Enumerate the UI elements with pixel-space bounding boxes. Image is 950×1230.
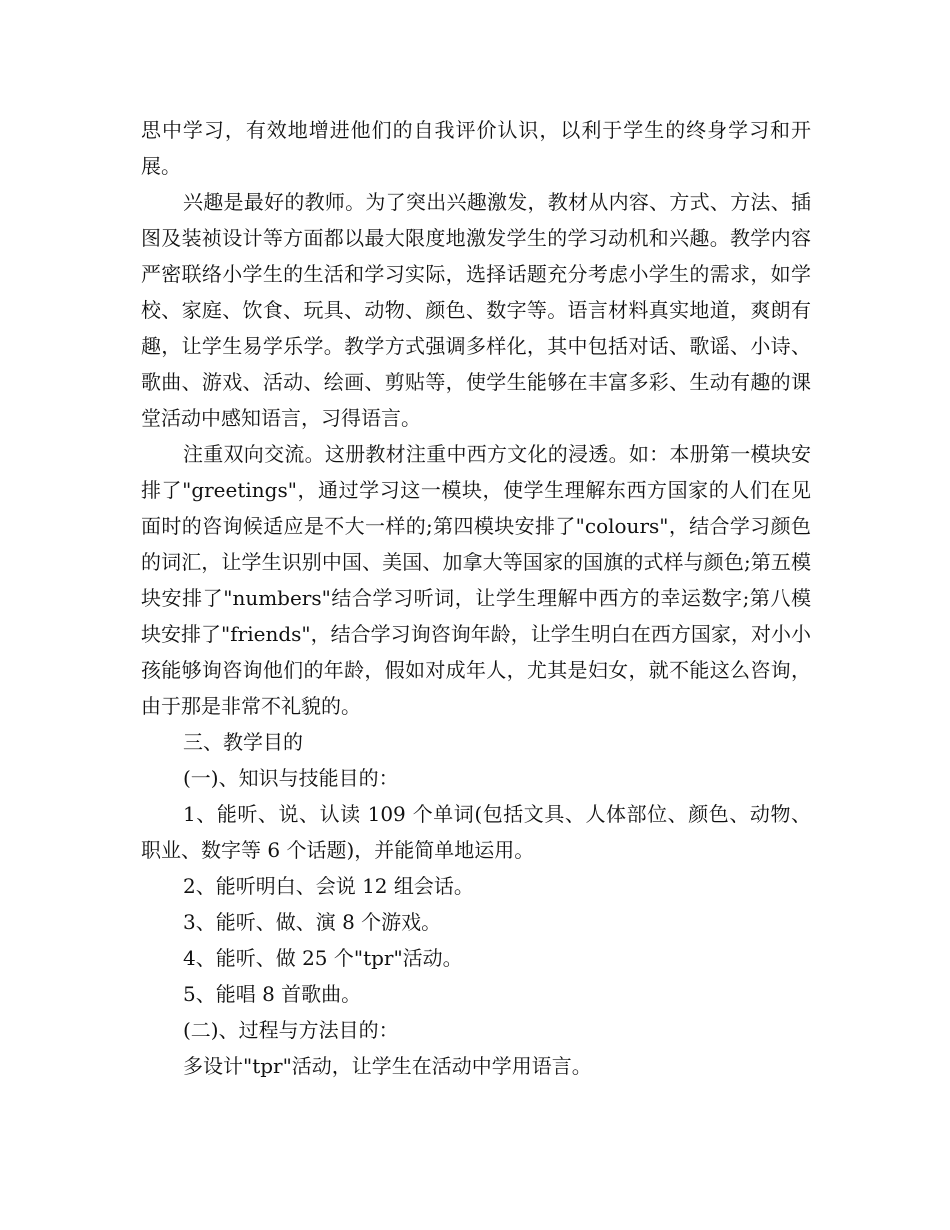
paragraph-tpr: 多设计"tpr"活动，让学生在活动中学用语言。 xyxy=(183,1054,592,1078)
document-body xyxy=(141,112,811,1084)
goal-item-1: 1、能听、说、认读 109 个单词(包括文具、人体部位、颜色、动物、职业、数字等 6 个话题)，并能简单地运用。 xyxy=(141,802,811,862)
goal-item-4: 4、能听、做 25 个"tpr"活动。 xyxy=(183,946,463,970)
goal-item-2: 2、能听明白、会说 12 组会话。 xyxy=(183,874,474,898)
goal-item-5: 5、能唱 8 首歌曲。 xyxy=(183,982,362,1006)
subheading-process-method: (二)、过程与方法目的： xyxy=(183,1018,399,1042)
subheading-knowledge-skills: (一)、知识与技能目的： xyxy=(183,766,399,790)
paragraph-exchange: 注重双向交流。这册教材注重中西方文化的浸透。如：本册第一模块安排了"greetings"，通过学习这一模块，使学生理解东西方国家的人们在见面时的咨询候适应是不大一样的;第四模块安排了"colours"，结合学习颜色的词汇，让学生识别中国、美国、加拿大等国家的国旗的式样与颜色;第五模块安排了"numbers"结合学习听词，让学生理解中西方的幸运数字;第八模块安排了"friends"，结合学习询咨询年龄，让学生明白在西方国家，对小小孩能够询咨询他们的年龄，假如对成年人，尤其是妇女，就不能这么咨询，由于那是非常不礼貌的。 xyxy=(141,442,811,718)
section-heading-teaching-goals: 三、教学目的 xyxy=(183,730,303,754)
paragraph-interest: 兴趣是最好的教师。为了突出兴趣激发，教材从内容、方式、方法、插图及装祯设计等方面都以最大限度地激发学生的学习动机和兴趣。教学内容严密联络小学生的生活和学习实际，选择话题充分考虑小学生的需求，如学校、家庭、饮食、玩具、动物、颜色、数字等。语言材料真实地道，爽朗有趣，让学生易学乐学。教学方式强调多样化，其中包括对话、歌谣、小诗、歌曲、游戏、活动、绘画、剪贴等，使学生能够在丰富多彩、生动有趣的课堂活动中感知语言，习得语言。 xyxy=(141,190,811,430)
goal-item-3: 3、能听、做、演 8 个游戏。 xyxy=(183,910,442,934)
paragraph-continuation: 思中学习，有效地增进他们的自我评价认识，以利于学生的终身学习和开展。 xyxy=(141,118,811,178)
